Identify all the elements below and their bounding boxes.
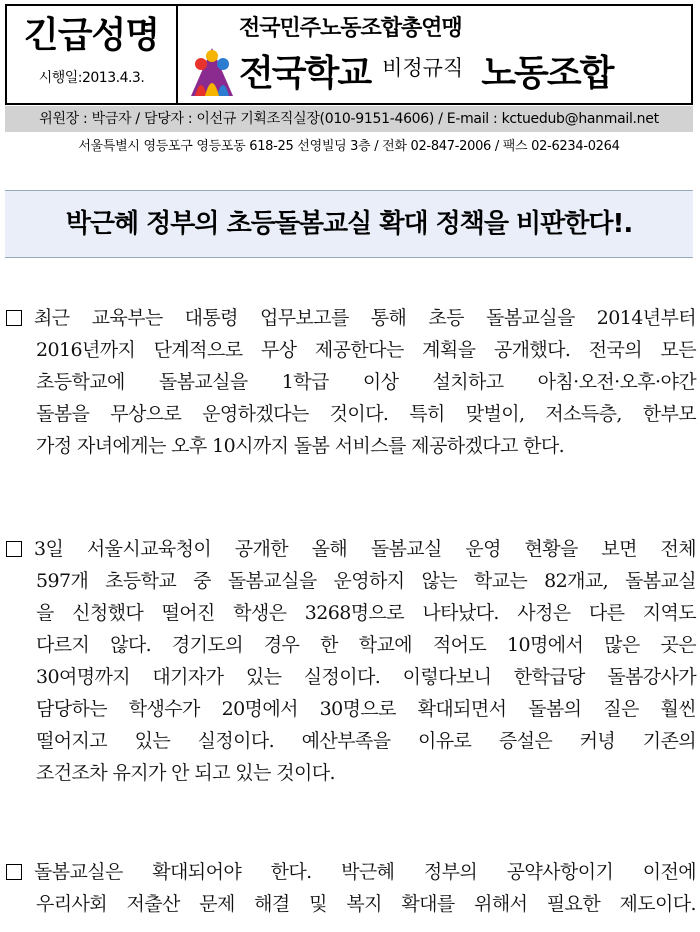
statement-title: 박근혜 정부의 초등돌봄교실 확대 정책을 비판한다!. — [65, 209, 633, 239]
union-name — [239, 50, 612, 104]
address-line: 서울특별시 영등포구 영등포동 618-25 선영빌딩 3층 / 전화 02-847-2006 / 팩스 02-6234-0264 — [78, 139, 620, 154]
paragraph-line: 597개 초등학교 중 돌봄교실을 운영하지 않는 학교는 82개교, 돌봄교실 — [36, 570, 696, 592]
union-name-part2: 비정규직 — [382, 56, 464, 80]
union-name-part1: 전국학교 — [239, 53, 371, 94]
paragraph-line: 최근 교육부는 대통령 업무보고를 통해 초등 돌봄교실을 2014년부터 — [34, 307, 696, 329]
paragraph-3-first-line — [6, 856, 696, 888]
union-logo-icon — [187, 44, 237, 100]
issue-date: 시행일:2013.4.3. — [38, 70, 145, 86]
document-type: 긴급성명 — [23, 15, 160, 56]
paragraph-line: 돌봄교실은 확대되어야 한다. 박근혜 정부의 공약사항이기 이전에 — [34, 861, 696, 883]
paragraph-line: 돌봄을 무상으로 운영하겠다는 것이다. 특히 맞벌이, 저소득층, 한부모 — [36, 403, 696, 425]
paragraph-line: 을 신청했다 떨어진 학생은 3268명으로 나타났다. 사정은 다른 지역도 — [36, 602, 696, 624]
paragraph-line: 우리사회 저출산 문제 해결 및 복지 확대를 위해서 필요한 제도이다. — [36, 893, 696, 915]
paragraph-line: 다르지 않다. 경기도의 경우 한 학교에 적어도 10명에서 많은 곳은 — [36, 634, 696, 656]
checkbox-bullet-icon — [6, 864, 22, 880]
checkbox-bullet-icon — [6, 310, 22, 326]
letterhead-left-panel — [7, 6, 178, 103]
paragraph-3 — [6, 856, 696, 920]
paragraph-line: 담당하는 학생수가 20명에서 30명으로 확대되면서 돌봄의 질은 훨씬 — [36, 698, 696, 720]
paragraph-1-first-line — [6, 302, 696, 334]
contact-bar: 위원장 : 박금자 / 담당자 : 이선규 기획조직실장(010-9151-4606) / E-mail : kctuedub@hanmail.net — [5, 106, 693, 132]
paragraph-line: 2016년까지 단계적으로 무상 제공한다는 계획을 공개했다. 전국의 모든 — [36, 339, 696, 361]
checkbox-bullet-icon — [6, 541, 22, 557]
union-name-part3: 노동조합 — [481, 53, 613, 94]
statement-title-box — [5, 190, 693, 258]
paragraph-line: 초등학교에 돌봄교실을 1학급 이상 설치하고 아침·오전·오후·야간 — [36, 371, 696, 393]
paragraph-line: 떨어지고 있는 실정이다. 예산부족을 이유로 증설은 커녕 기존의 — [36, 730, 696, 752]
paragraph-1 — [6, 302, 696, 462]
paragraph-line: 30여명까지 대기자가 있는 실정이다. 이렇다보니 한학급당 돌봄강사가 — [36, 666, 696, 688]
paragraph-line: 3일 서울시교육청이 공개한 올해 돌봄교실 운영 현황을 보면 전체 — [34, 538, 696, 560]
paragraph-line: 조건조차 유지가 안 되고 있는 것이다. — [36, 762, 335, 784]
federation-name: 전국민주노동조합총연맹 — [239, 16, 462, 41]
paragraph-line: 가정 자녀에게는 오후 10시까지 돌봄 서비스를 제공하겠다고 한다. — [36, 435, 565, 457]
paragraph-2 — [6, 533, 696, 789]
paragraph-2-first-line — [6, 533, 696, 565]
letterhead — [5, 4, 693, 105]
